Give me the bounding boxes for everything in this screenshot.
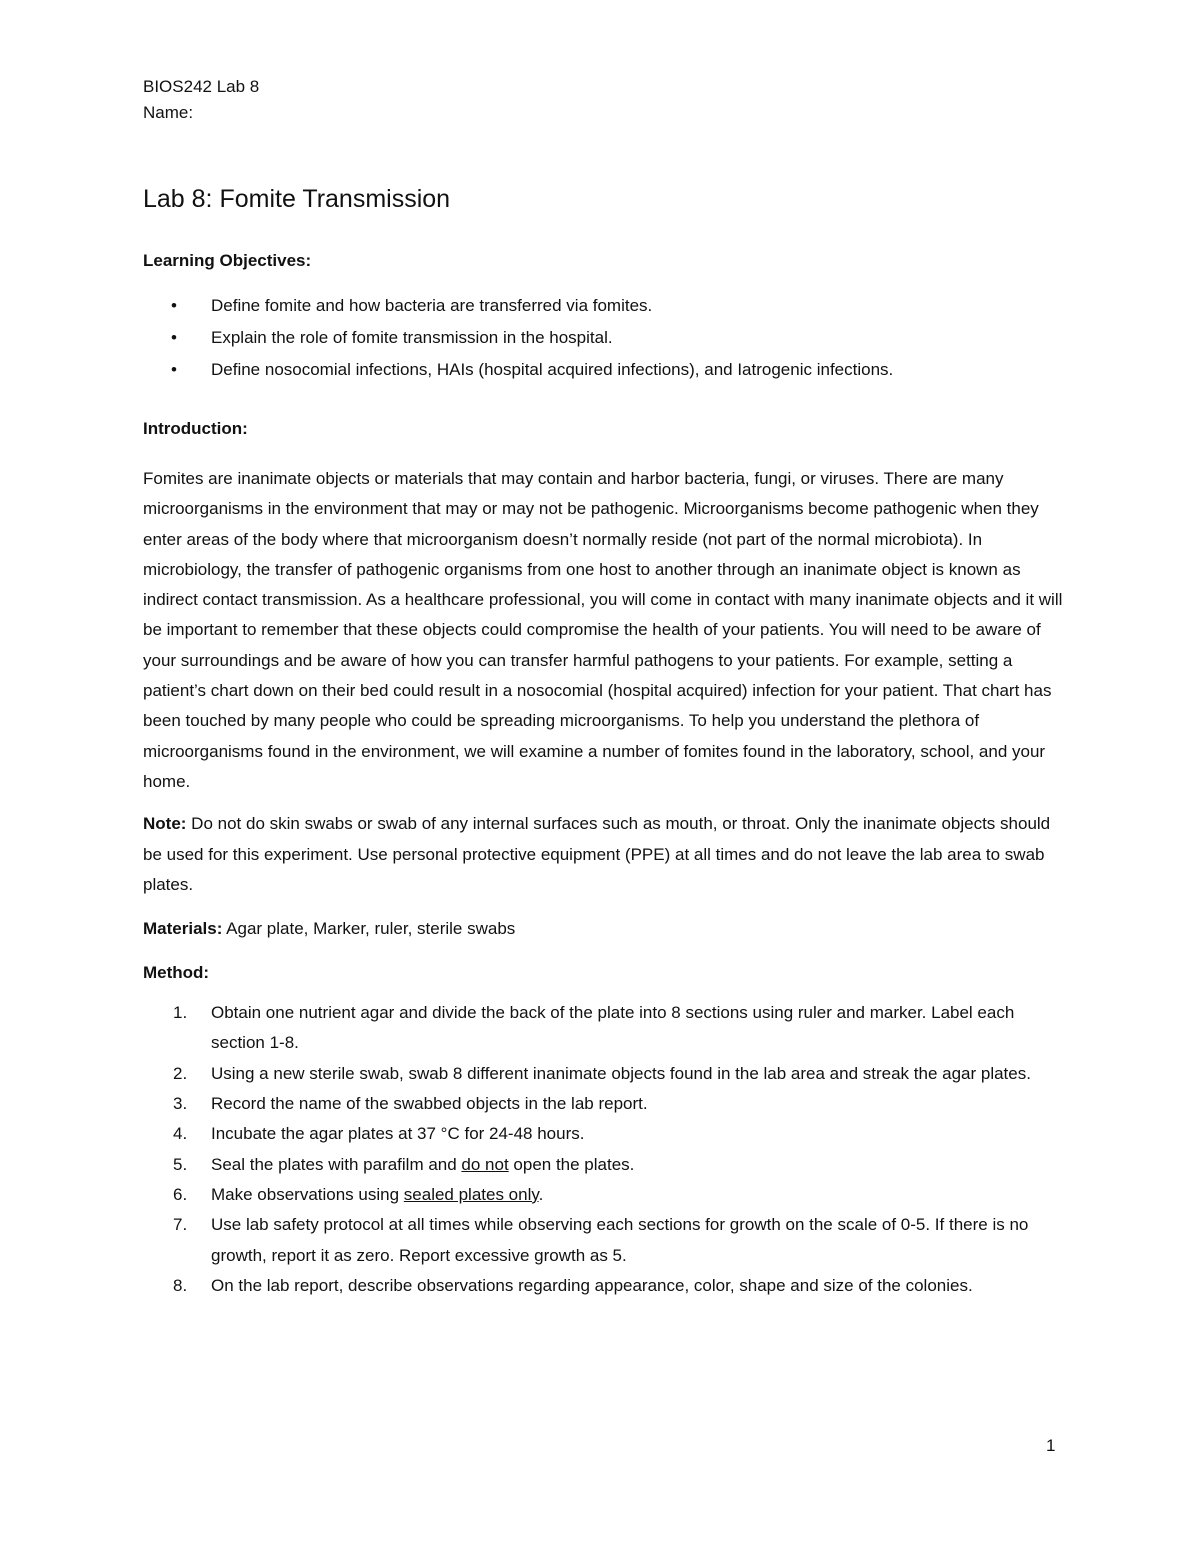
list-item (143, 290, 1063, 322)
objective-text: Define nosocomial infections, HAIs (hospital acquired infections), and Iatrogenic infections. (211, 360, 894, 379)
objective-text: Explain the role of fomite transmission in the hospital. (211, 328, 613, 347)
method-steps-list (143, 998, 1063, 1301)
step-text: On the lab report, describe observations regarding appearance, color, shape and size of the colonies. (211, 1275, 973, 1295)
method-step (143, 1210, 1063, 1271)
materials-line (143, 914, 1063, 944)
note-label: Note: (143, 814, 187, 834)
page-title: Lab 8: Fomite Transmission (143, 185, 451, 213)
step-number: 1. (173, 1003, 188, 1023)
step-number: 3. (173, 1094, 188, 1114)
page-number: 1 (1046, 1436, 1056, 1455)
step-text: Using a new sterile swab, swab 8 different inanimate objects found in the lab area and streak the agar plates. (211, 1063, 1031, 1083)
step-number: 7. (173, 1215, 188, 1235)
step-text-pre: Seal the plates with parafilm and (211, 1154, 462, 1174)
method-step (143, 998, 1063, 1059)
bullet-icon: • (171, 328, 177, 347)
method-step (143, 1059, 1063, 1089)
step-number: 2. (173, 1063, 188, 1083)
step-number: 4. (173, 1124, 188, 1144)
introduction-heading: Introduction: (143, 419, 248, 438)
learning-objectives-list (143, 290, 1063, 386)
materials-label: Materials: (143, 919, 223, 939)
introduction-paragraph: Fomites are inanimate objects or materials that may contain and harbor bacteria, fungi, or viruses. There are many microorganisms in the environment that may or may not be pathogenic. Microorganisms become pathogenic when they enter areas of the body where that microorganism doesn’t normally reside (not part of the normal microbiota). In microbiology, the transfer of pathogenic organisms from one host to another through an inanimate object is known as indirect contact transmission. As a healthcare professional, you will come in contact with many inanimate objects and it will be important to remember that these objects could compromise the health of your patients. You will need to be aware of your surroundings and be aware of how you can transfer harmful pathogens to your patients. For example, setting a patient’s chart down on their bed could result in a nosocomial (hospital acquired) infection for your patient. That chart has been touched by many people who could be spreading microorganisms. To help you understand the plethora of microorganisms found in the environment, we will examine a number of fomites found in the laboratory, school, and your home. (143, 469, 1063, 791)
step-number: 8. (173, 1275, 188, 1295)
step-text-pre: Make observations using (211, 1184, 404, 1204)
step-number: 6. (173, 1184, 188, 1204)
step-text-post: open the plates. (508, 1154, 635, 1174)
learning-objectives-heading: Learning Objectives: (143, 251, 312, 270)
bullet-icon: • (171, 296, 177, 315)
note-paragraph (143, 809, 1063, 900)
method-step (143, 1150, 1063, 1180)
step-text: Incubate the agar plates at 37 °C for 24-48 hours. (211, 1124, 585, 1144)
document-page (143, 74, 1063, 1301)
course-header: BIOS242 Lab 8 (143, 77, 260, 96)
method-step (143, 1119, 1063, 1149)
step-emphasis: sealed plates only (403, 1184, 539, 1204)
method-step (143, 1271, 1063, 1301)
method-heading: Method: (143, 963, 210, 983)
step-number: 5. (173, 1154, 188, 1174)
note-text: Do not do skin swabs or swab of any internal surfaces such as mouth, or throat. Only the inanimate objects should be used for this experiment. Use personal protective equipment (PPE) at all times and do not leave the lab area to swab plates. (143, 814, 1051, 894)
step-text-post: . (538, 1184, 544, 1204)
name-label: Name: (143, 103, 194, 122)
step-text: Use lab safety protocol at all times while observing each sections for growth on the scale of 0-5. If there is no growth, report it as zero. Report excessive growth as 5. (211, 1215, 1029, 1265)
list-item (143, 354, 1063, 386)
method-step (143, 1180, 1063, 1210)
list-item (143, 322, 1063, 354)
step-text: Record the name of the swabbed objects in the lab report. (211, 1094, 648, 1114)
step-text: Obtain one nutrient agar and divide the back of the plate into 8 sections using ruler and marker. Label each section 1-8. (211, 1003, 1015, 1053)
materials-text: Agar plate, Marker, ruler, sterile swabs (222, 919, 516, 939)
step-emphasis: do not (461, 1154, 509, 1174)
objective-text: Define fomite and how bacteria are transferred via fomites. (211, 296, 653, 315)
bullet-icon: • (171, 360, 177, 379)
method-step (143, 1089, 1063, 1119)
